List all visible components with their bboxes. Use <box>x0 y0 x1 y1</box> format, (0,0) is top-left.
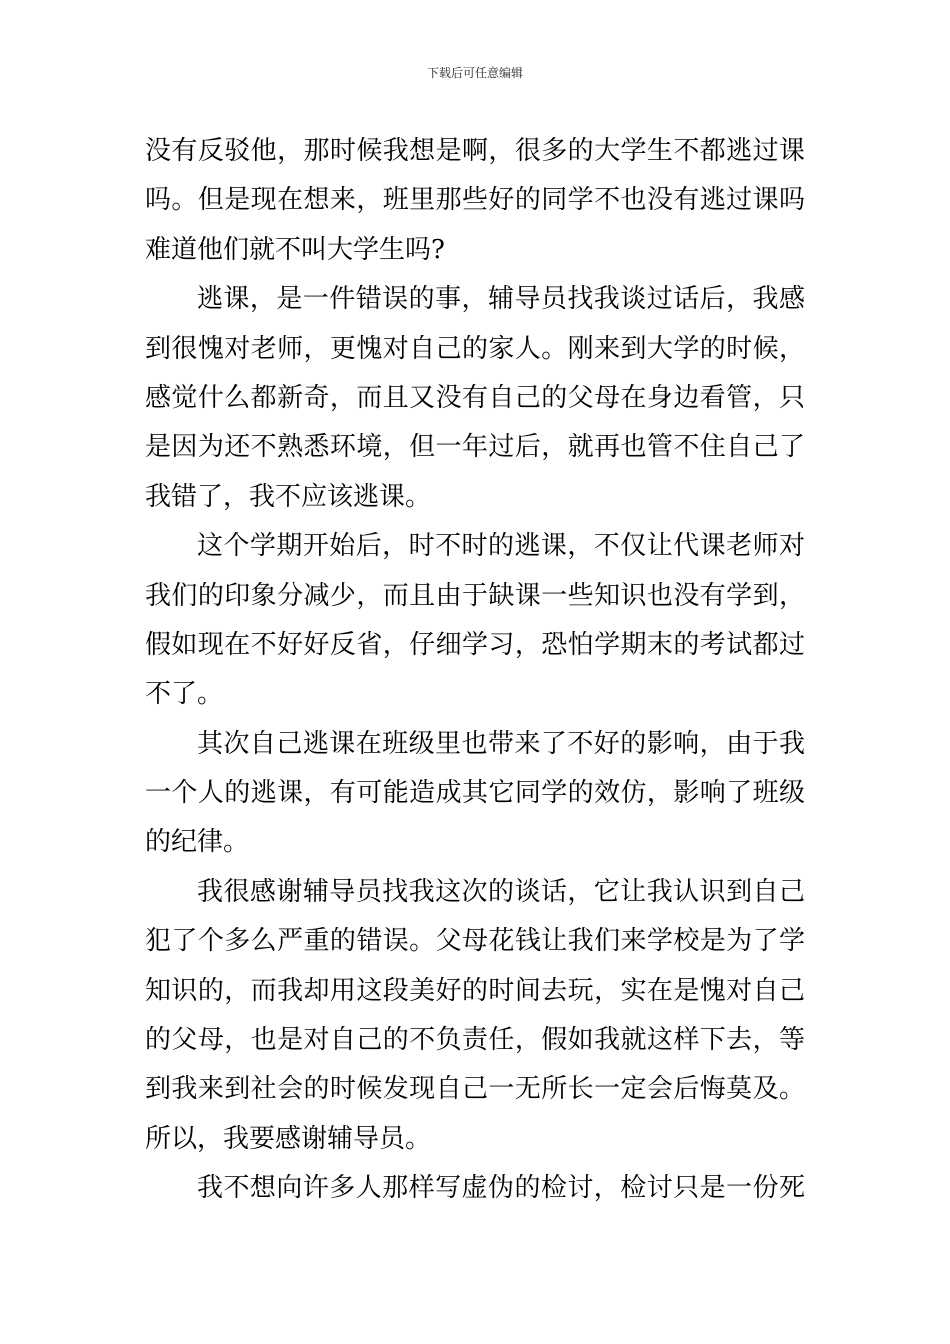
text-line: 所以，我要感谢辅导员。 <box>145 1123 432 1154</box>
text-line: 是因为还不熟悉环境，但一年过后，就再也管不住自己了 <box>145 432 805 463</box>
text-line: 我不想向许多人那样写虚伪的检讨，检讨只是一份死 <box>197 1173 805 1204</box>
text-line: 我错了，我不应该逃课。 <box>145 481 432 512</box>
text-line: 我们的印象分减少，而且由于缺课一些知识也没有学到， <box>145 580 805 611</box>
text-line: 到很愧对老师，更愧对自己的家人。刚来到大学的时候， <box>145 333 805 364</box>
text-line: 的纪律。 <box>145 827 250 858</box>
text-line: 到我来到社会的时候发现自己一无所长一定会后悔莫及。 <box>145 1074 805 1105</box>
text-line: 逃课，是一件错误的事，辅导员找我谈过话后，我感 <box>197 284 805 315</box>
paragraph-1 <box>145 127 805 275</box>
text-line: 我很感谢辅导员找我这次的谈话，它让我认识到自己 <box>197 876 805 907</box>
paragraph-2 <box>145 275 805 522</box>
text-line: 其次自己逃课在班级里也带来了不好的影响，由于我 <box>197 728 805 759</box>
text-line: 感觉什么都新奇，而且又没有自己的父母在身边看管，只 <box>145 382 805 413</box>
page-header: 下载后可任意编辑 <box>426 66 523 80</box>
text-line: 一个人的逃课，有可能造成其它同学的效仿，影响了班级 <box>145 778 805 809</box>
text-line: 难道他们就不叫大学生吗? <box>145 234 445 265</box>
document-body <box>145 127 805 1214</box>
text-line: 没有反驳他，那时候我想是啊，很多的大学生不都逃过课 <box>145 136 805 166</box>
paragraph-3 <box>145 522 805 720</box>
text-line: 吗。但是现在想来，班里那些好的同学不也没有逃过课吗 <box>145 185 805 216</box>
paragraph-4 <box>145 720 805 868</box>
paragraph-5 <box>145 868 805 1164</box>
text-line: 知识的，而我却用这段美好的时间去玩，实在是愧对自己 <box>145 975 805 1006</box>
text-line: 不了。 <box>145 679 224 710</box>
text-line: 犯了个多么严重的错误。父母花钱让我们来学校是为了学 <box>145 926 805 957</box>
text-line: 假如现在不好好反省，仔细学习，恐怕学期末的考试都过 <box>145 629 805 660</box>
paragraph-6 <box>145 1164 805 1213</box>
text-line: 这个学期开始后，时不时的逃课，不仅让代课老师对 <box>197 531 805 562</box>
text-line: 的父母，也是对自己的不负责任，假如我就这样下去，等 <box>145 1025 805 1056</box>
